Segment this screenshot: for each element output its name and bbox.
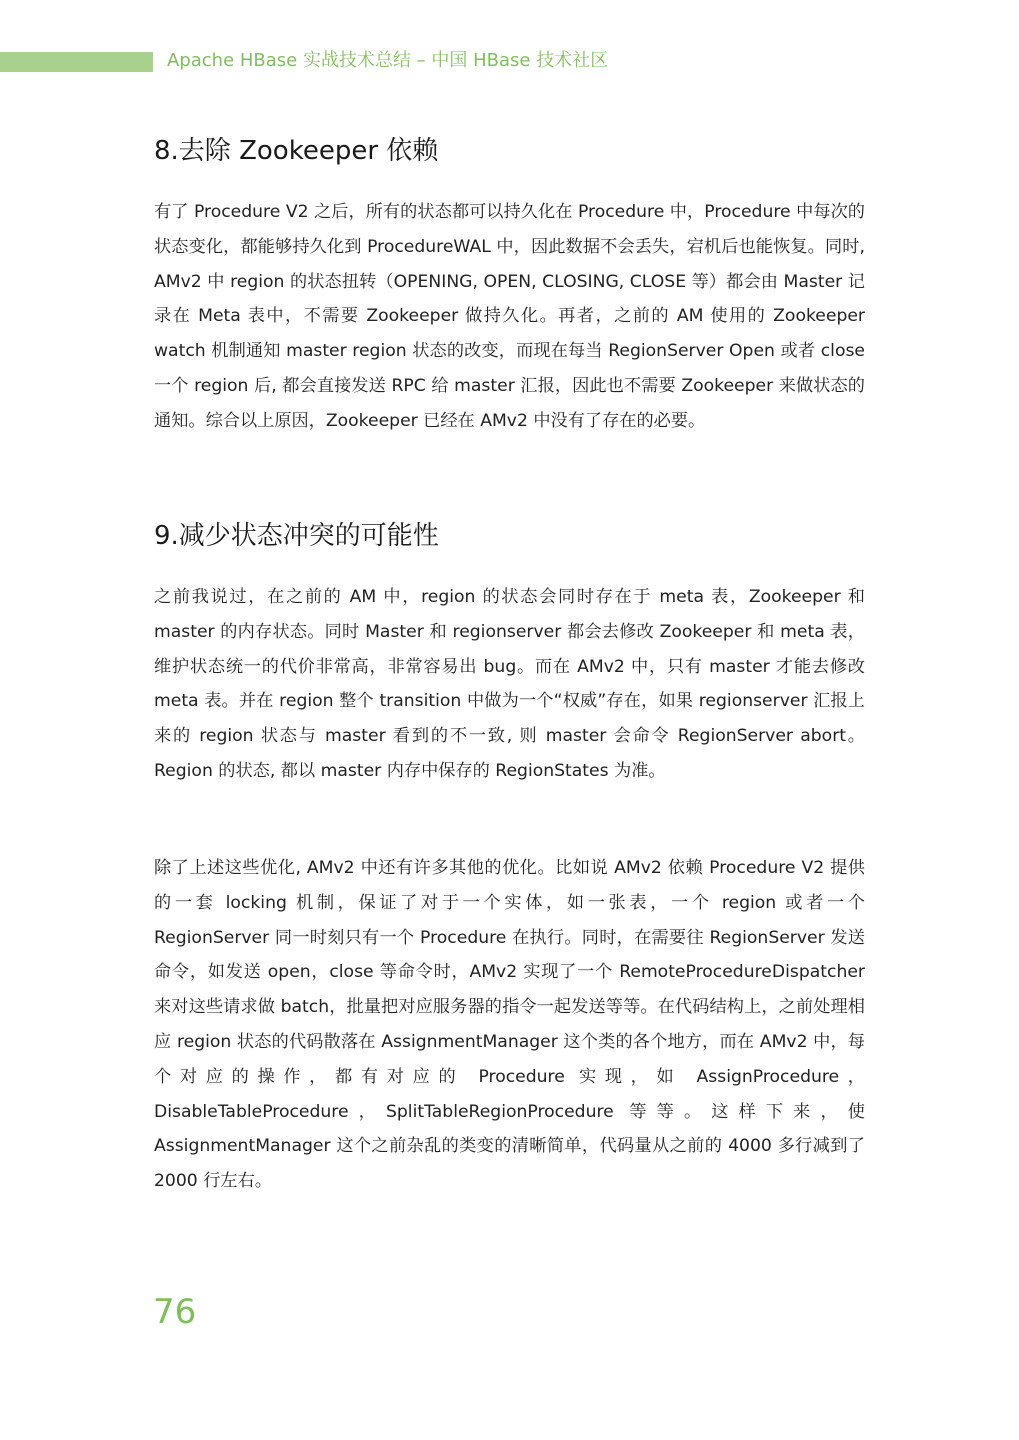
section-heading-reduce-conflict: 9.减少状态冲突的可能性 — [154, 521, 439, 551]
page-number: 76 — [153, 1292, 197, 1332]
paragraph-reduce-conflict-2: 除了上述这些优化, AMv2 中还有许多其他的优化。比如说 AMv2 依赖 Procedure V2 提供的一套 locking 机制，保证了对于一个实体，如一张表，一个 region 或者一个 RegionServer 同一时刻只有一个 Procedure 在执行。同时，在需要往 RegionServer 发送命令，如发送 open，close 等命令时，AMv2 实现了一个 RemoteProcedureDispatcher 来对这些请求做 batch，批量把对应服务器的指令一起发送等等。在代码结构上，之前处理相应 region 状态的代码散落在 AssignmentManager 这个类的各个地方，而在 AMv2 中，每个对应的操作，都有对应的 Procedure 实现，如 AssignProcedure，DisableTableProcedure，SplitTableRegionProcedure 等等。这样下来，使 AssignmentManager 这个之前杂乱的类变的清晰简单，代码量从之前的 4000 多行减到了 2000 行左右。 — [154, 858, 865, 1192]
section-heading-remove-zookeeper: 8.去除 Zookeeper 依赖 — [154, 136, 439, 166]
paragraph-reduce-conflict-1: 之前我说过，在之前的 AM 中，region 的状态会同时存在于 meta 表，Zookeeper 和 master 的内存状态。同时 Master 和 regionserver 都会去修改 Zookeeper 和 meta 表，维护状态统一的代价非常高，非常容易出 bug。而在 AMv2 中，只有 master 才能去修改 meta 表。并在 region 整个 transition 中做为一个“权威”存在，如果 regionserver 汇报上来的 region 状态与 master 看到的不一致, 则 master 会命令 RegionServer abort。Region 的状态, 都以 master 内存中保存的 RegionStates 为准。 — [154, 587, 865, 781]
paragraph-remove-zookeeper: 有了 Procedure V2 之后，所有的状态都可以持久化在 Procedure 中，Procedure 中每次的状态变化，都能够持久化到 ProcedureWAL 中，因此数据不会丢失，宕机后也能恢复。同时, AMv2 中 region 的状态扭转（OPENING, OPEN, CLOSING, CLOSE 等）都会由 Master 记录在 Meta 表中，不需要 Zookeeper 做持久化。再者，之前的 AM 使用的 Zookeeper watch 机制通知 master region 状态的改变，而现在每当 RegionServer Open 或者 close 一个 region 后, 都会直接发送 RPC 给 master 汇报，因此也不需要 Zookeeper 来做状态的通知。综合以上原因，Zookeeper 已经在 AMv2 中没有了存在的必要。 — [154, 202, 865, 431]
header-accent-bar — [0, 52, 153, 72]
running-header-title: Apache HBase 实战技术总结 – 中国 HBase 技术社区 — [167, 50, 609, 71]
